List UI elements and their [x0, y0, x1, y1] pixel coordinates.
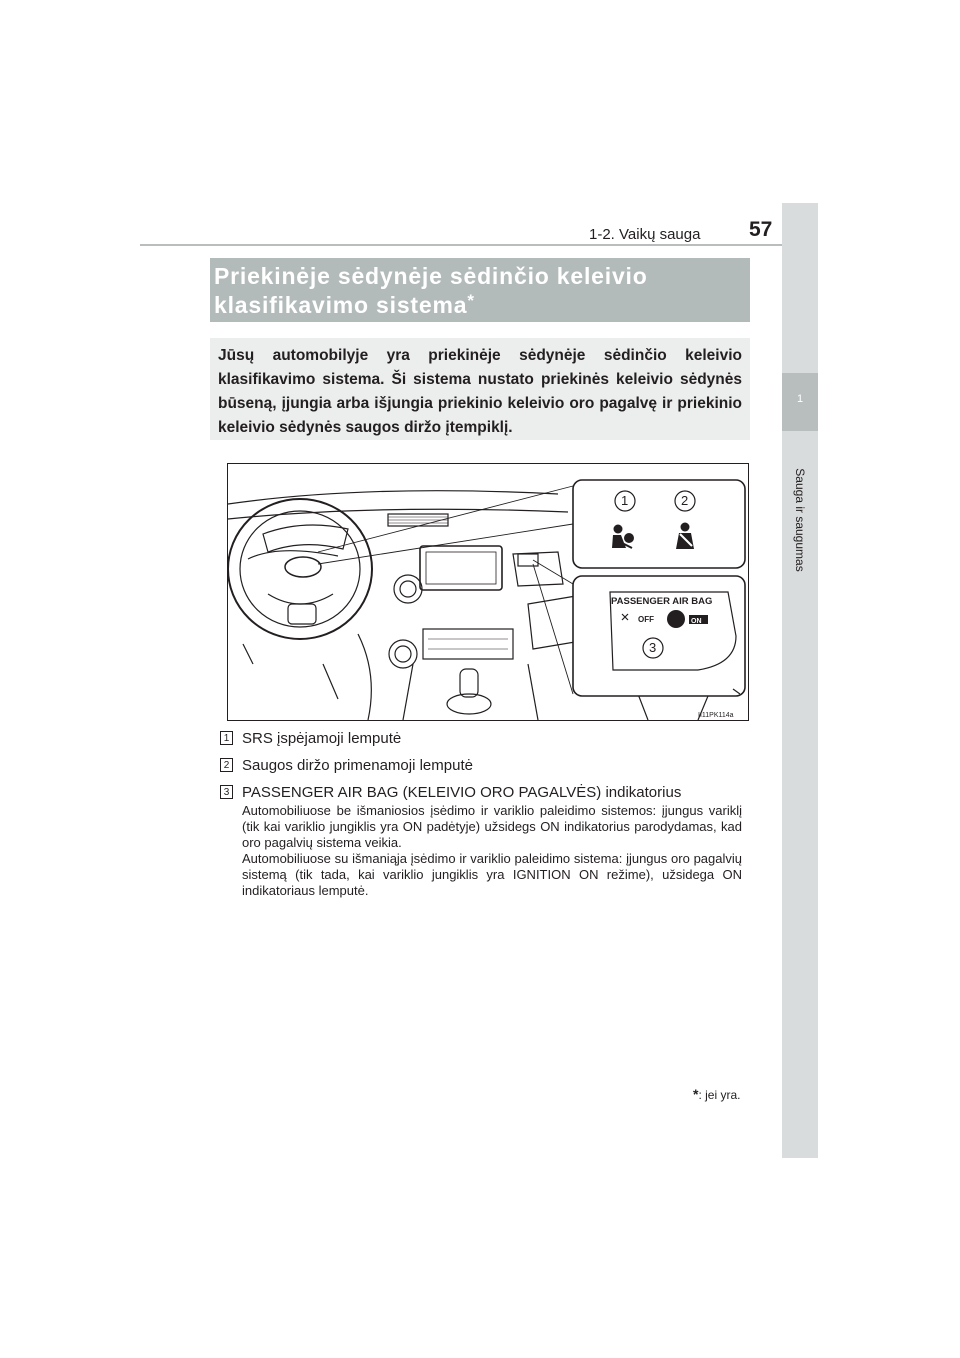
section-title: Priekinėje sėdynėje sėdinčio keleivio klasifikavimo sistema	[214, 263, 648, 318]
page-number: 57	[749, 218, 773, 241]
callout-2-label: 2	[681, 493, 689, 508]
list-item-text-2: Saugos diržo primenamoji lemputė	[242, 757, 473, 774]
footnote-asterisk: *	[693, 1086, 699, 1102]
shift-lever	[460, 669, 478, 697]
dashboard-drawing	[228, 464, 748, 720]
section-title-box	[210, 258, 750, 322]
callout-1-label: 1	[621, 493, 629, 508]
list-number-1: 1	[220, 731, 233, 745]
image-code: II11PK114a	[698, 712, 734, 719]
callout-line-bottom	[533, 560, 573, 584]
steering-wheel-rim	[228, 499, 372, 639]
list-number-3: 3	[220, 785, 233, 799]
note-paragraph-2: Automobiliuose su išmaniąja įsėdimo ir variklio paleidimo sistema: įjungus oro pagalvių sistemą (tik tada, kai variklio jungiklis yra IGNITION ON režime), užsidega ON indikatoriaus lemputė.	[242, 851, 742, 898]
callout-box-warning-lights	[573, 480, 745, 568]
intro-box	[210, 338, 750, 440]
air-bag-indicator-panel	[518, 554, 538, 566]
callout-3-label: 3	[649, 640, 657, 655]
on-label: ON	[691, 618, 702, 625]
center-display	[420, 546, 502, 590]
header-rule	[140, 244, 818, 246]
climate-panel	[423, 629, 513, 659]
chapter-number: 1	[796, 393, 804, 405]
side-tab	[782, 203, 818, 1158]
title-asterisk: *	[467, 291, 474, 310]
indicator-note	[242, 803, 742, 899]
steering-spoke-top	[248, 551, 338, 559]
dashboard-illustration	[227, 463, 749, 721]
callout-box-passenger-airbag	[573, 576, 745, 696]
intro-text: Jūsų automobilyje yra priekinėje sėdynėje sėdinčio keleivio klasifikavimo sistema. Ši sistema nustato priekinės keleivio sėdynės būseną, įjungia arba išjungia priekinio keleivio oro pagalvę ir priekinio keleivio sėdynės saugos diržo įtempiklį.	[218, 347, 742, 436]
steering-wheel-inner	[240, 511, 360, 627]
chapter-title: Sauga ir saugumas	[793, 468, 807, 572]
steering-spoke-bottom	[268, 594, 333, 604]
section-reference: 1-2. Vaikų sauga	[589, 226, 701, 243]
steering-hub-emblem	[285, 557, 321, 577]
off-label: OFF	[638, 615, 654, 624]
callout-line-top-2	[318, 524, 573, 564]
steering-column	[288, 604, 316, 624]
vent-lower	[389, 640, 417, 668]
list-item-text-3: PASSENGER AIR BAG (KELEIVIO ORO PAGALVĖS) indikatorius	[242, 784, 682, 801]
footnote	[693, 1086, 740, 1102]
callout-line-bottom-2	[533, 564, 573, 694]
footnote-text: : jei yra.	[698, 1088, 741, 1102]
pedals	[243, 644, 338, 699]
passenger-airbag-label: PASSENGER AIR BAG	[611, 596, 713, 607]
vent-left	[394, 575, 422, 603]
airbag-on-icon	[667, 610, 685, 628]
console-sides	[403, 664, 538, 720]
callout-line-top	[318, 486, 573, 552]
list-number-2: 2	[220, 758, 233, 772]
list-item-text-1: SRS įspėjamoji lemputė	[242, 730, 402, 747]
note-paragraph-1: Automobiliuose be išmaniosios įsėdimo ir variklio paleidimo sistemos: įjungus variklį (tik kai variklio jungiklis yra ON padėtyje) užsidegs ON indikatorius parodydamas, kad oro pagalvių sistema veikia.	[242, 803, 742, 850]
